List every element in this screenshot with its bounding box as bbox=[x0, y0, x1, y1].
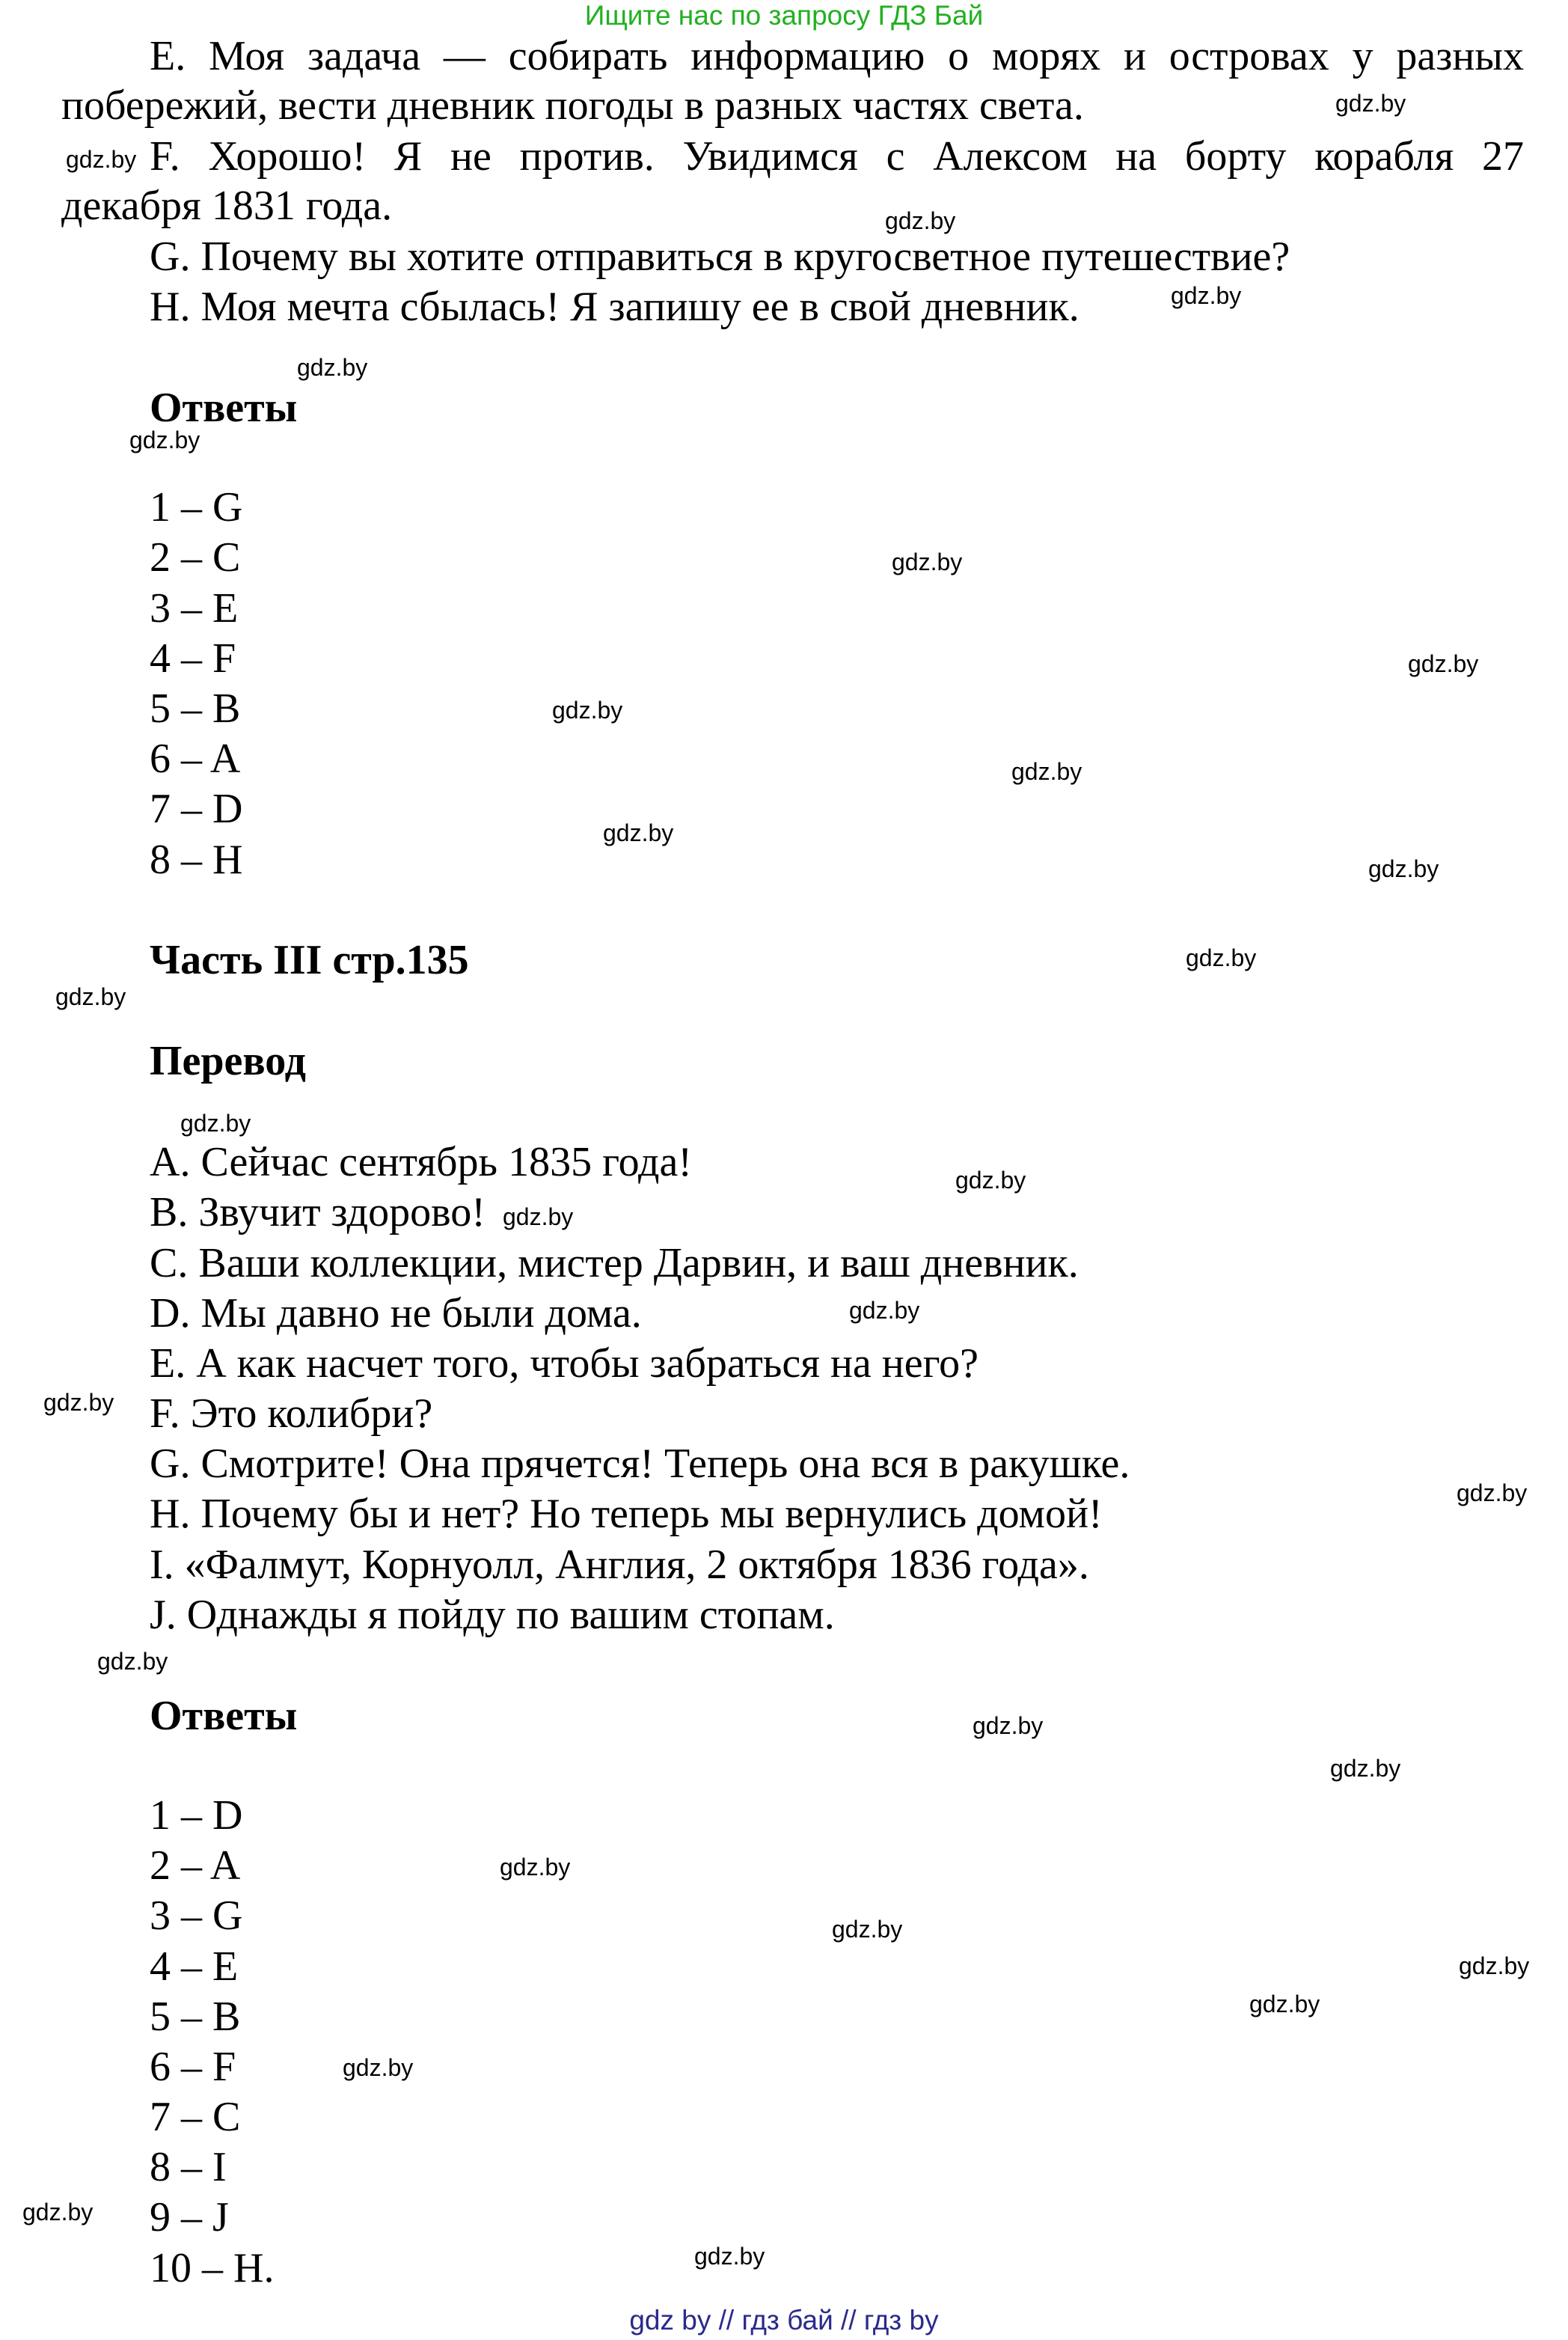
site-banner: Ищите нас по запросу ГДЗ Бай bbox=[584, 0, 984, 31]
answer-item: 4 – E bbox=[150, 1943, 239, 1990]
watermark: gdz.by bbox=[973, 1712, 1044, 1739]
dialogue-line-e-1: E. Моя задача — собирать информацию о морях и островах у разных bbox=[150, 33, 1524, 79]
answer-item: 3 – G bbox=[150, 1893, 243, 1939]
translation-line: I. «Фалмут, Корнуолл, Англия, 2 октября 1836 года». bbox=[150, 1542, 1089, 1588]
translation-line: H. Почему бы и нет? Но теперь мы вернулись домой! bbox=[150, 1491, 1103, 1537]
answer-item: 8 – I bbox=[150, 2144, 227, 2190]
watermark: gdz.by bbox=[22, 2199, 94, 2226]
answer-item: 8 – H bbox=[150, 837, 243, 883]
section-title-part-3: Часть III стр.135 bbox=[150, 937, 469, 983]
watermark: gdz.by bbox=[832, 1916, 903, 1943]
answer-item: 10 – H. bbox=[150, 2245, 275, 2291]
watermark: gdz.by bbox=[297, 354, 368, 381]
translation-line: B. Звучит здорово! bbox=[150, 1189, 486, 1235]
watermark: gdz.by bbox=[955, 1167, 1026, 1194]
answers-heading-1: Ответы bbox=[150, 385, 298, 431]
watermark: gdz.by bbox=[552, 697, 623, 724]
watermark: gdz.by bbox=[1186, 944, 1257, 971]
translation-line: A. Сейчас сентябрь 1835 года! bbox=[150, 1139, 693, 1185]
answer-item: 7 – C bbox=[150, 2094, 241, 2140]
watermark: gdz.by bbox=[1330, 1755, 1401, 1782]
watermark: gdz.by bbox=[343, 2054, 414, 2081]
watermark: gdz.by bbox=[1335, 90, 1406, 117]
answer-item: 5 – B bbox=[150, 685, 241, 732]
answer-item: 9 – J bbox=[150, 2194, 229, 2240]
watermark: gdz.by bbox=[1368, 855, 1439, 882]
translation-line: F. Это колибри? bbox=[150, 1390, 433, 1437]
answer-item: 6 – A bbox=[150, 736, 241, 782]
watermark: gdz.by bbox=[1457, 1479, 1528, 1506]
watermark: gdz.by bbox=[503, 1203, 574, 1230]
answer-item: 4 – F bbox=[150, 635, 236, 682]
answer-item: 1 – G bbox=[150, 484, 243, 531]
translation-heading: Перевод bbox=[150, 1038, 306, 1084]
answer-item: 7 – D bbox=[150, 786, 243, 832]
watermark: gdz.by bbox=[849, 1297, 920, 1324]
translation-line: E. А как насчет того, чтобы забраться на него? bbox=[150, 1340, 979, 1387]
translation-line: D. Мы давно не были дома. bbox=[150, 1290, 642, 1337]
watermark: gdz.by bbox=[1249, 1991, 1320, 2017]
translation-line: C. Ваши коллекции, мистер Дарвин, и ваш дневник. bbox=[150, 1240, 1079, 1286]
translation-line: J. Однажды я пойду по вашим стопам. bbox=[150, 1592, 835, 1638]
watermark: gdz.by bbox=[129, 427, 200, 453]
site-footer: gdz by // гдз бай // гдз by bbox=[629, 2305, 939, 2336]
answer-item: 5 – B bbox=[150, 1994, 241, 2040]
answer-item: 2 – A bbox=[150, 1842, 241, 1889]
watermark: gdz.by bbox=[1011, 758, 1082, 785]
watermark: gdz.by bbox=[97, 1648, 168, 1675]
dialogue-line-f-2: декабря 1831 года. bbox=[61, 183, 393, 229]
watermark: gdz.by bbox=[892, 549, 963, 575]
watermark: gdz.by bbox=[603, 819, 674, 846]
translation-line: G. Смотрите! Она прячется! Теперь она вся в ракушке. bbox=[150, 1441, 1130, 1487]
watermark: gdz.by bbox=[694, 2243, 765, 2270]
watermark: gdz.by bbox=[1408, 650, 1479, 677]
watermark: gdz.by bbox=[55, 983, 126, 1010]
answer-item: 3 – E bbox=[150, 585, 239, 632]
answer-item: 6 – F bbox=[150, 2044, 236, 2090]
watermark: gdz.by bbox=[500, 1854, 571, 1881]
watermark: gdz.by bbox=[1171, 282, 1242, 309]
dialogue-line-e-2: побережий, вести дневник погоды в разных частях света. bbox=[61, 82, 1084, 129]
dialogue-line-h: H. Моя мечта сбылась! Я запишу ее в свой дневник. bbox=[150, 284, 1079, 330]
dialogue-line-g: G. Почему вы хотите отправиться в кругосветное путешествие? bbox=[150, 233, 1290, 280]
watermark: gdz.by bbox=[180, 1110, 251, 1137]
watermark: gdz.by bbox=[1459, 1952, 1530, 1979]
answer-item: 1 – D bbox=[150, 1792, 243, 1839]
dialogue-line-f-1: F. Хорошо! Я не против. Увидимся с Алексом на борту корабля 27 bbox=[150, 133, 1524, 180]
answer-item: 2 – C bbox=[150, 534, 241, 581]
watermark: gdz.by bbox=[66, 146, 137, 173]
watermark: gdz.by bbox=[885, 207, 956, 234]
answers-heading-2: Ответы bbox=[150, 1693, 298, 1739]
watermark: gdz.by bbox=[43, 1389, 114, 1416]
